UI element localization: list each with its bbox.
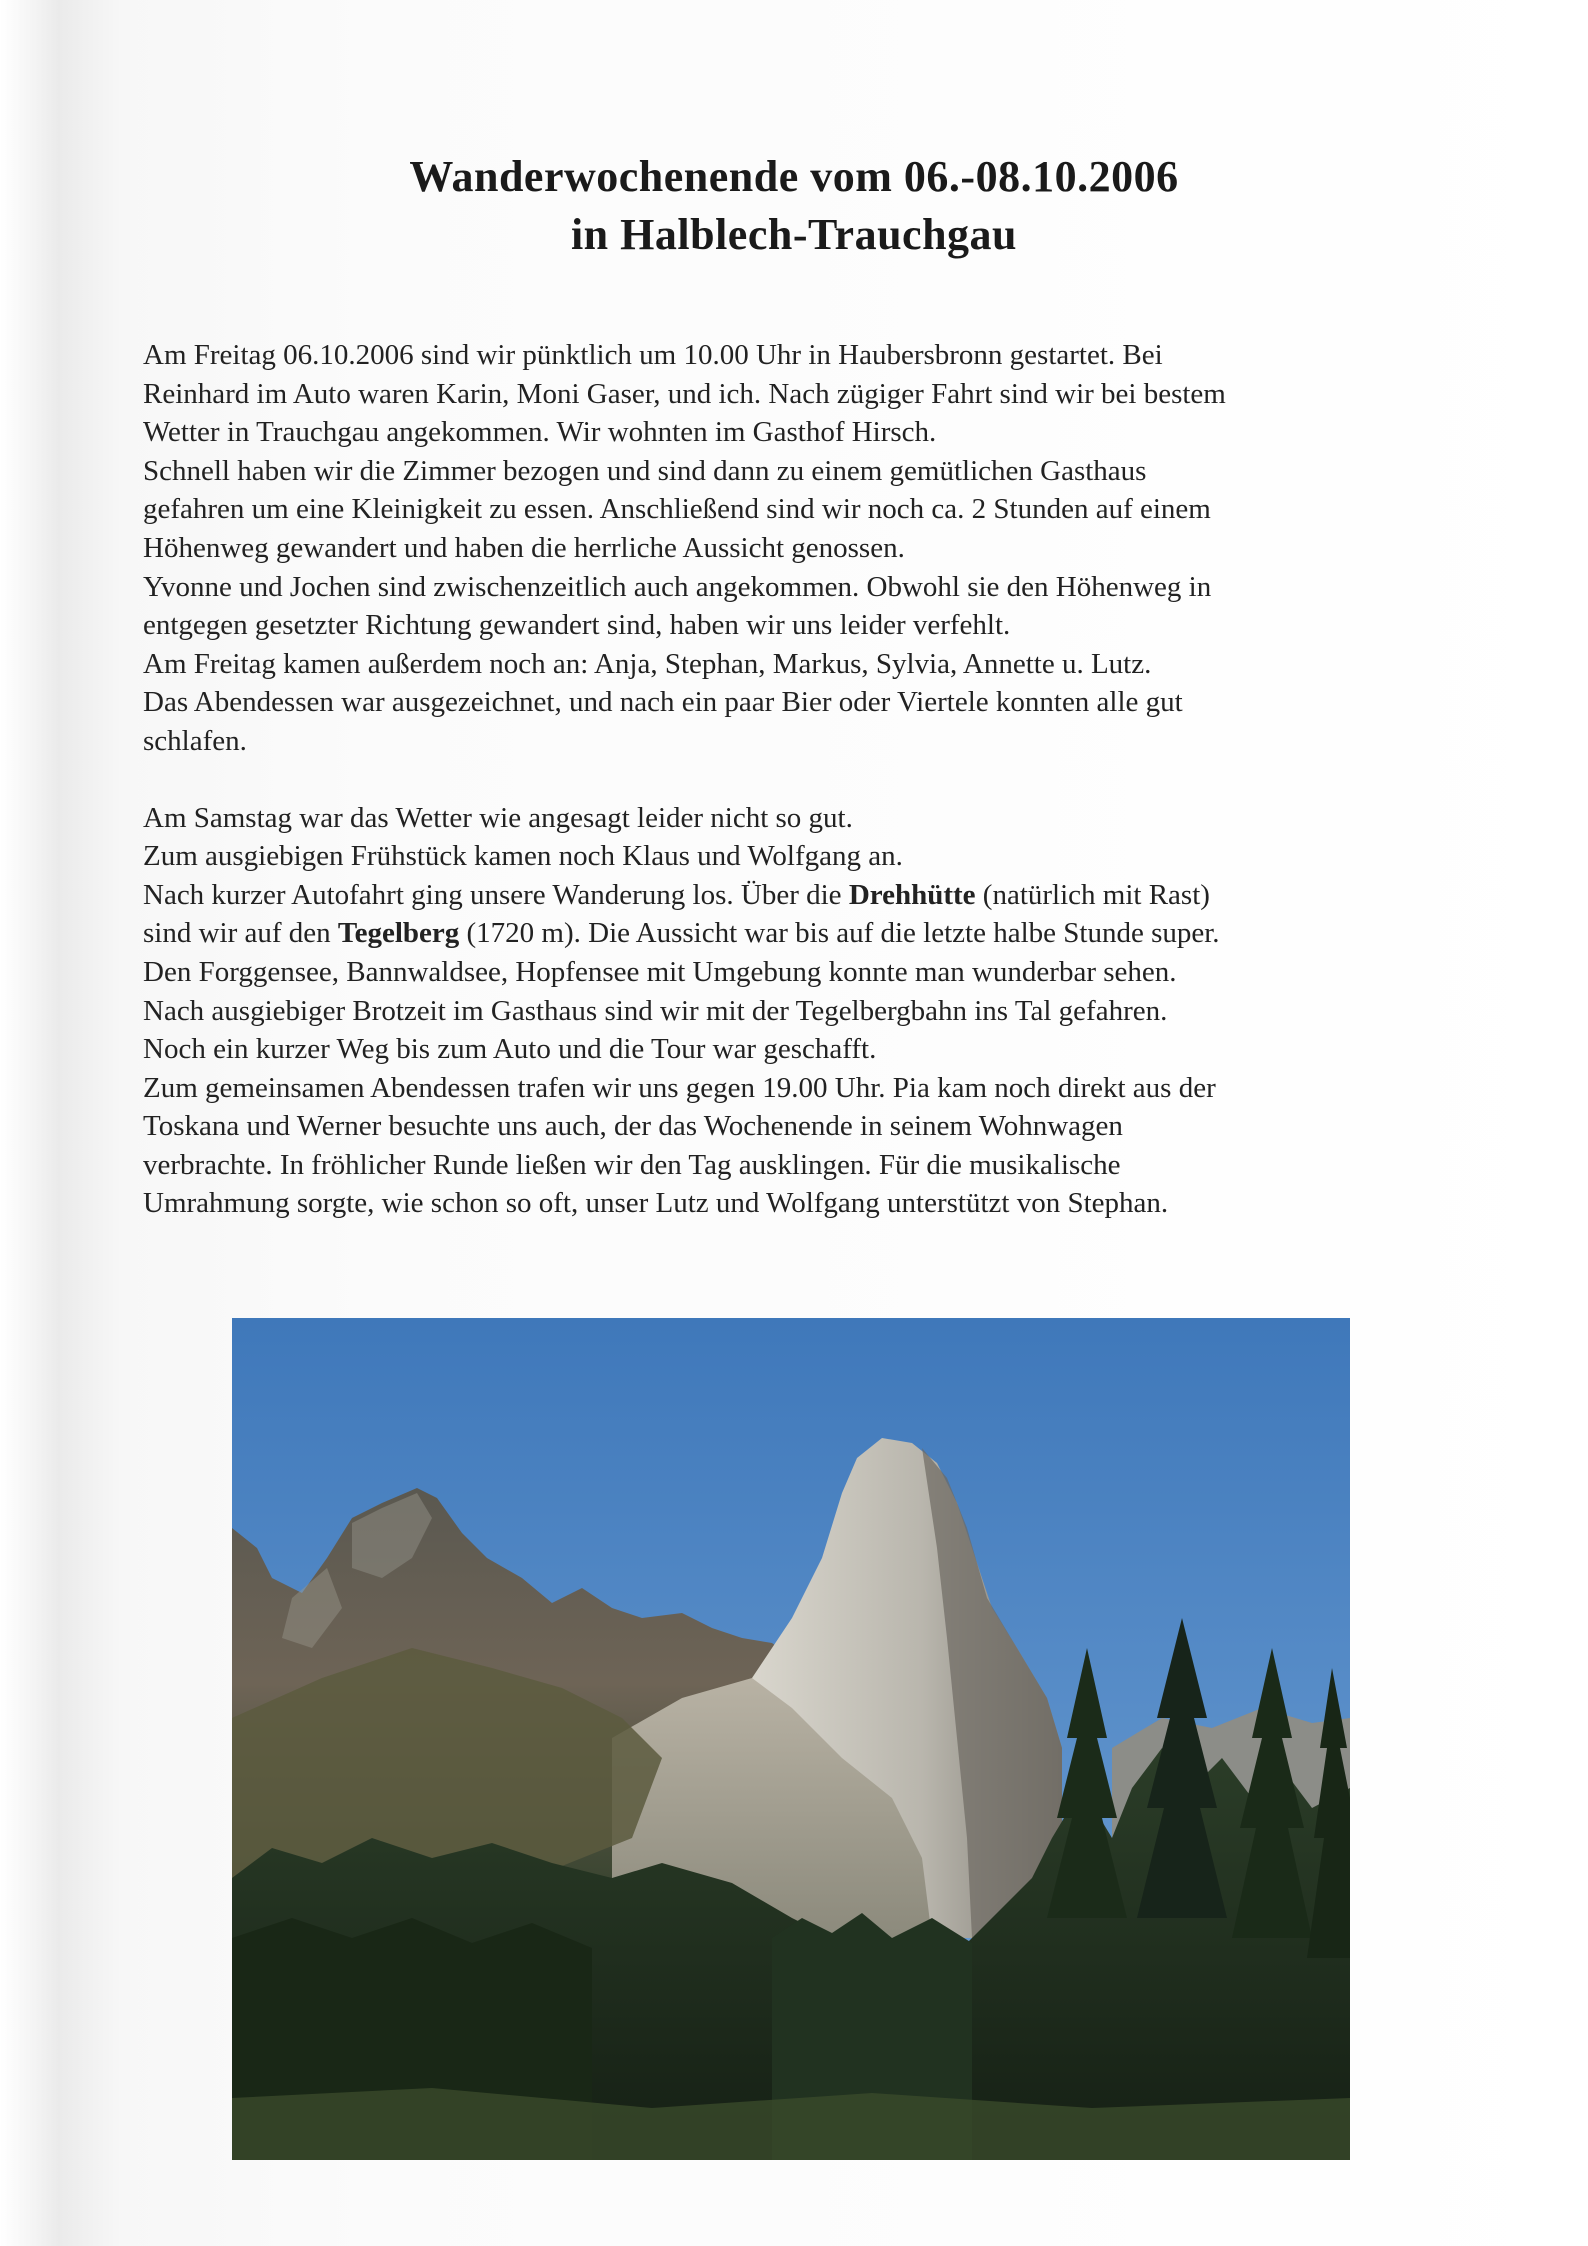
page-edge-shadow (0, 0, 62, 2246)
text-line: Zum gemeinsamen Abendessen trafen wir uns gegen 19.00 Uhr. Pia kam noch direkt aus der (143, 1071, 1216, 1104)
text-line (143, 876, 1443, 915)
mountain-photo (232, 1318, 1350, 2160)
text-line: Schnell haben wir die Zimmer bezogen und sind dann zu einem gemütlichen Gasthaus (143, 454, 1147, 487)
text-line: verbrachte. In fröhlicher Runde ließen wir den Tag ausklingen. Für die musikalische (143, 1148, 1121, 1181)
text-run: sind wir auf den (143, 917, 338, 950)
text-line: entgegen gesetzter Richtung gewandert sind, haben wir uns leider verfehlt. (143, 609, 1011, 642)
text-line: Zum ausgiebigen Frühstück kamen noch Klaus und Wolfgang an. (143, 840, 903, 873)
paragraph-friday (143, 336, 1443, 761)
text-line: schlafen. (143, 724, 247, 757)
text-line: Am Freitag 06.10.2006 sind wir pünktlich um 10.00 Uhr in Haubersbronn gestartet. Bei (143, 339, 1163, 371)
text-line: Noch ein kurzer Weg bis zum Auto und die Tour war geschafft. (143, 1033, 877, 1066)
place-name-drehhuette: Drehhütte (848, 878, 976, 911)
text-line: Wetter in Trauchgau angekommen. Wir wohnten im Gasthof Hirsch. (143, 416, 937, 449)
paragraph-gap (143, 761, 1443, 799)
title-line-2: in Halblech-Trauchgau (570, 210, 1018, 259)
text-line: Toskana und Werner besuchte uns auch, der das Wochenende in seinem Wohnwagen (143, 1110, 1123, 1143)
place-name-tegelberg: Tegelberg (337, 917, 460, 950)
report-text (143, 336, 1443, 1223)
text-line: Den Forggensee, Bannwaldsee, Hopfensee mit Umgebung konnte man wunderbar sehen. (143, 955, 1177, 988)
title-line-1: Wanderwochenende vom 06.-08.10.2006 (409, 152, 1179, 201)
text-line (143, 914, 1443, 953)
text-line: Am Samstag war das Wetter wie angesagt leider nicht so gut. (143, 801, 853, 834)
text-line: Umrahmung sorgte, wie schon so oft, unser Lutz und Wolfgang unterstützt von Stephan. (143, 1187, 1169, 1220)
text-line: Reinhard im Auto waren Karin, Moni Gaser, und ich. Nach zügiger Fahrt sind wir bei bestem (143, 377, 1226, 410)
document-title (0, 148, 1588, 264)
text-line: Am Freitag kamen außerdem noch an: Anja, Stephan, Markus, Sylvia, Annette u. Lutz. (143, 647, 1152, 680)
text-line: Höhenweg gewandert und haben die herrliche Aussicht genossen. (143, 531, 905, 564)
text-line: Das Abendessen war ausgezeichnet, und nach ein paar Bier oder Viertele konnten alle gut (143, 686, 1183, 719)
text-line: gefahren um eine Kleinigkeit zu essen. Anschließend sind wir noch ca. 2 Stunden auf einem (143, 493, 1211, 526)
text-run: Nach kurzer Autofahrt ging unsere Wanderung los. Über die (143, 878, 849, 911)
text-run: (natürlich mit Rast) (975, 878, 1210, 911)
text-run: (1720 m). Die Aussicht war bis auf die letzte halbe Stunde super. (459, 917, 1220, 950)
text-line: Yvonne und Jochen sind zwischenzeitlich auch angekommen. Obwohl sie den Höhenweg in (143, 570, 1212, 603)
paragraph-saturday (143, 799, 1443, 1224)
text-line: Nach ausgiebiger Brotzeit im Gasthaus sind wir mit der Tegelbergbahn ins Tal gefahren. (143, 994, 1168, 1027)
